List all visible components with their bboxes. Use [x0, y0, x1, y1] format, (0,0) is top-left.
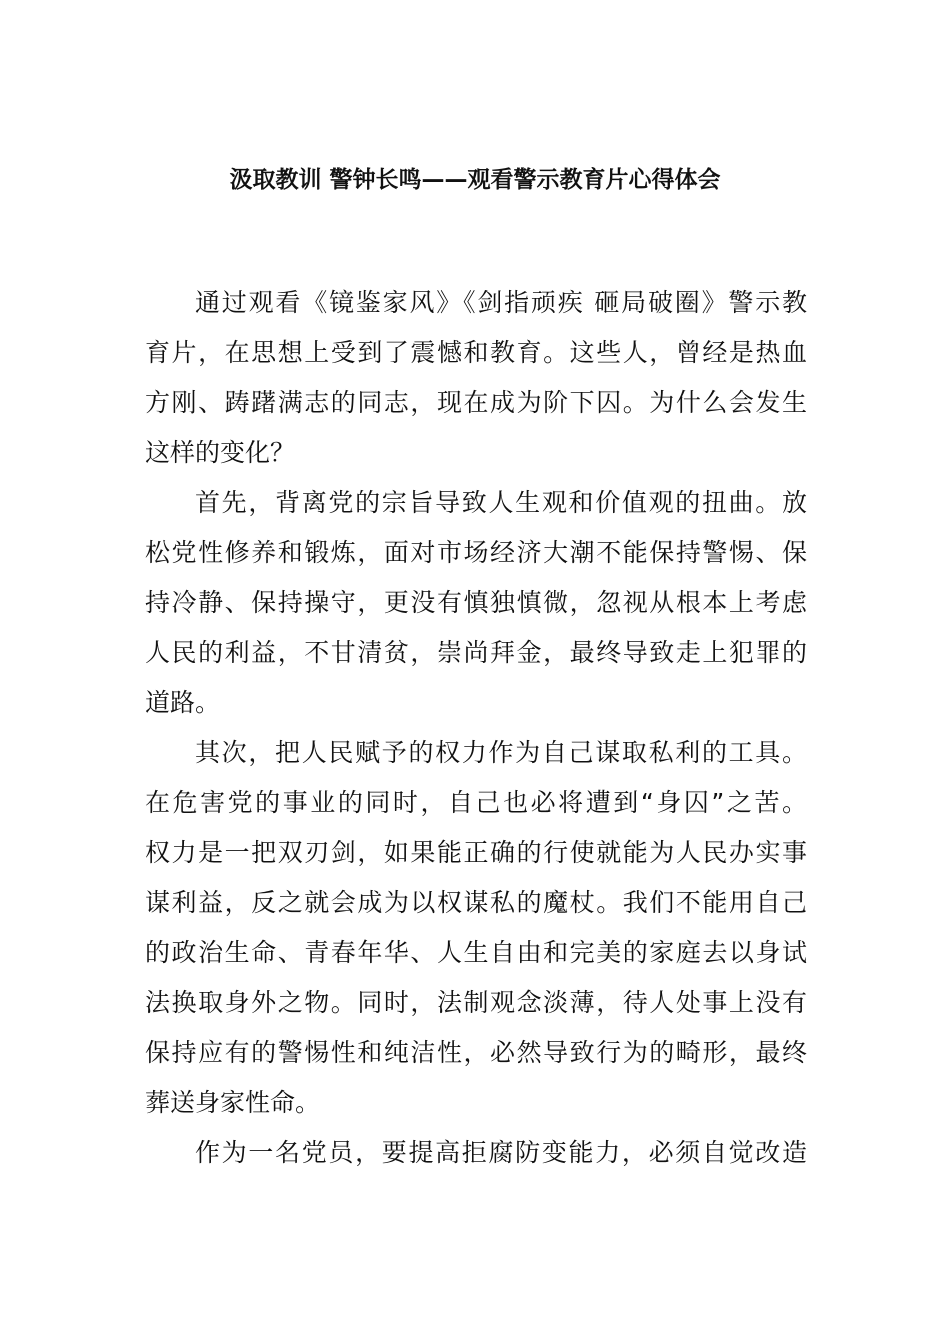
- text-line: 人民的利益，不甘清贫，崇尚拜金，最终导致走上犯罪的: [145, 638, 807, 667]
- text-line: 在危害党的事业的同时，自己也必将遭到“身囚”之苦。: [145, 788, 807, 817]
- paragraph-3: [145, 728, 807, 1128]
- text-line: 权力是一把双刃剑，如果能正确的行使就能为人民办实事: [145, 838, 807, 867]
- document-title: 汲取教训 警钟长鸣——观看警示教育片心得体会: [229, 167, 721, 193]
- text-line: 通过观看《镜鉴家风》《剑指顽疾 砸局破圈》警示教: [195, 288, 807, 317]
- document-body: [145, 278, 807, 1178]
- text-line: 作为一名党员，要提高拒腐防变能力，必须自觉改造: [195, 1138, 807, 1167]
- text-line: 其次，把人民赋予的权力作为自己谋取私利的工具。: [195, 738, 807, 767]
- text-line: 这样的变化？: [145, 438, 296, 467]
- text-line: 持冷静、保持操守，更没有慎独慎微，忽视从根本上考虑: [145, 588, 807, 617]
- text-line: 道路。: [145, 688, 221, 717]
- text-line: 的政治生命、青春年华、人生自由和完美的家庭去以身试: [145, 938, 807, 967]
- text-line: 松党性修养和锻炼，面对市场经济大潮不能保持警惕、保: [145, 538, 807, 567]
- text-line: 保持应有的警惕性和纯洁性，必然导致行为的畸形，最终: [145, 1038, 807, 1067]
- text-line: 葬送身家性命。: [145, 1088, 321, 1117]
- text-line: 育片，在思想上受到了震憾和教育。这些人，曾经是热血: [145, 338, 807, 367]
- paragraph-2: [145, 478, 807, 728]
- paragraph-4: [145, 1128, 807, 1178]
- text-line: 方刚、踌躇满志的同志，现在成为阶下囚。为什么会发生: [145, 388, 807, 417]
- text-line: 谋利益，反之就会成为以权谋私的魔杖。我们不能用自己: [145, 888, 807, 917]
- text-line: 首先，背离党的宗旨导致人生观和价值观的扭曲。放: [195, 488, 807, 517]
- paragraph-1: [145, 278, 807, 478]
- text-line: 法换取身外之物。同时，法制观念淡薄，待人处事上没有: [145, 988, 807, 1017]
